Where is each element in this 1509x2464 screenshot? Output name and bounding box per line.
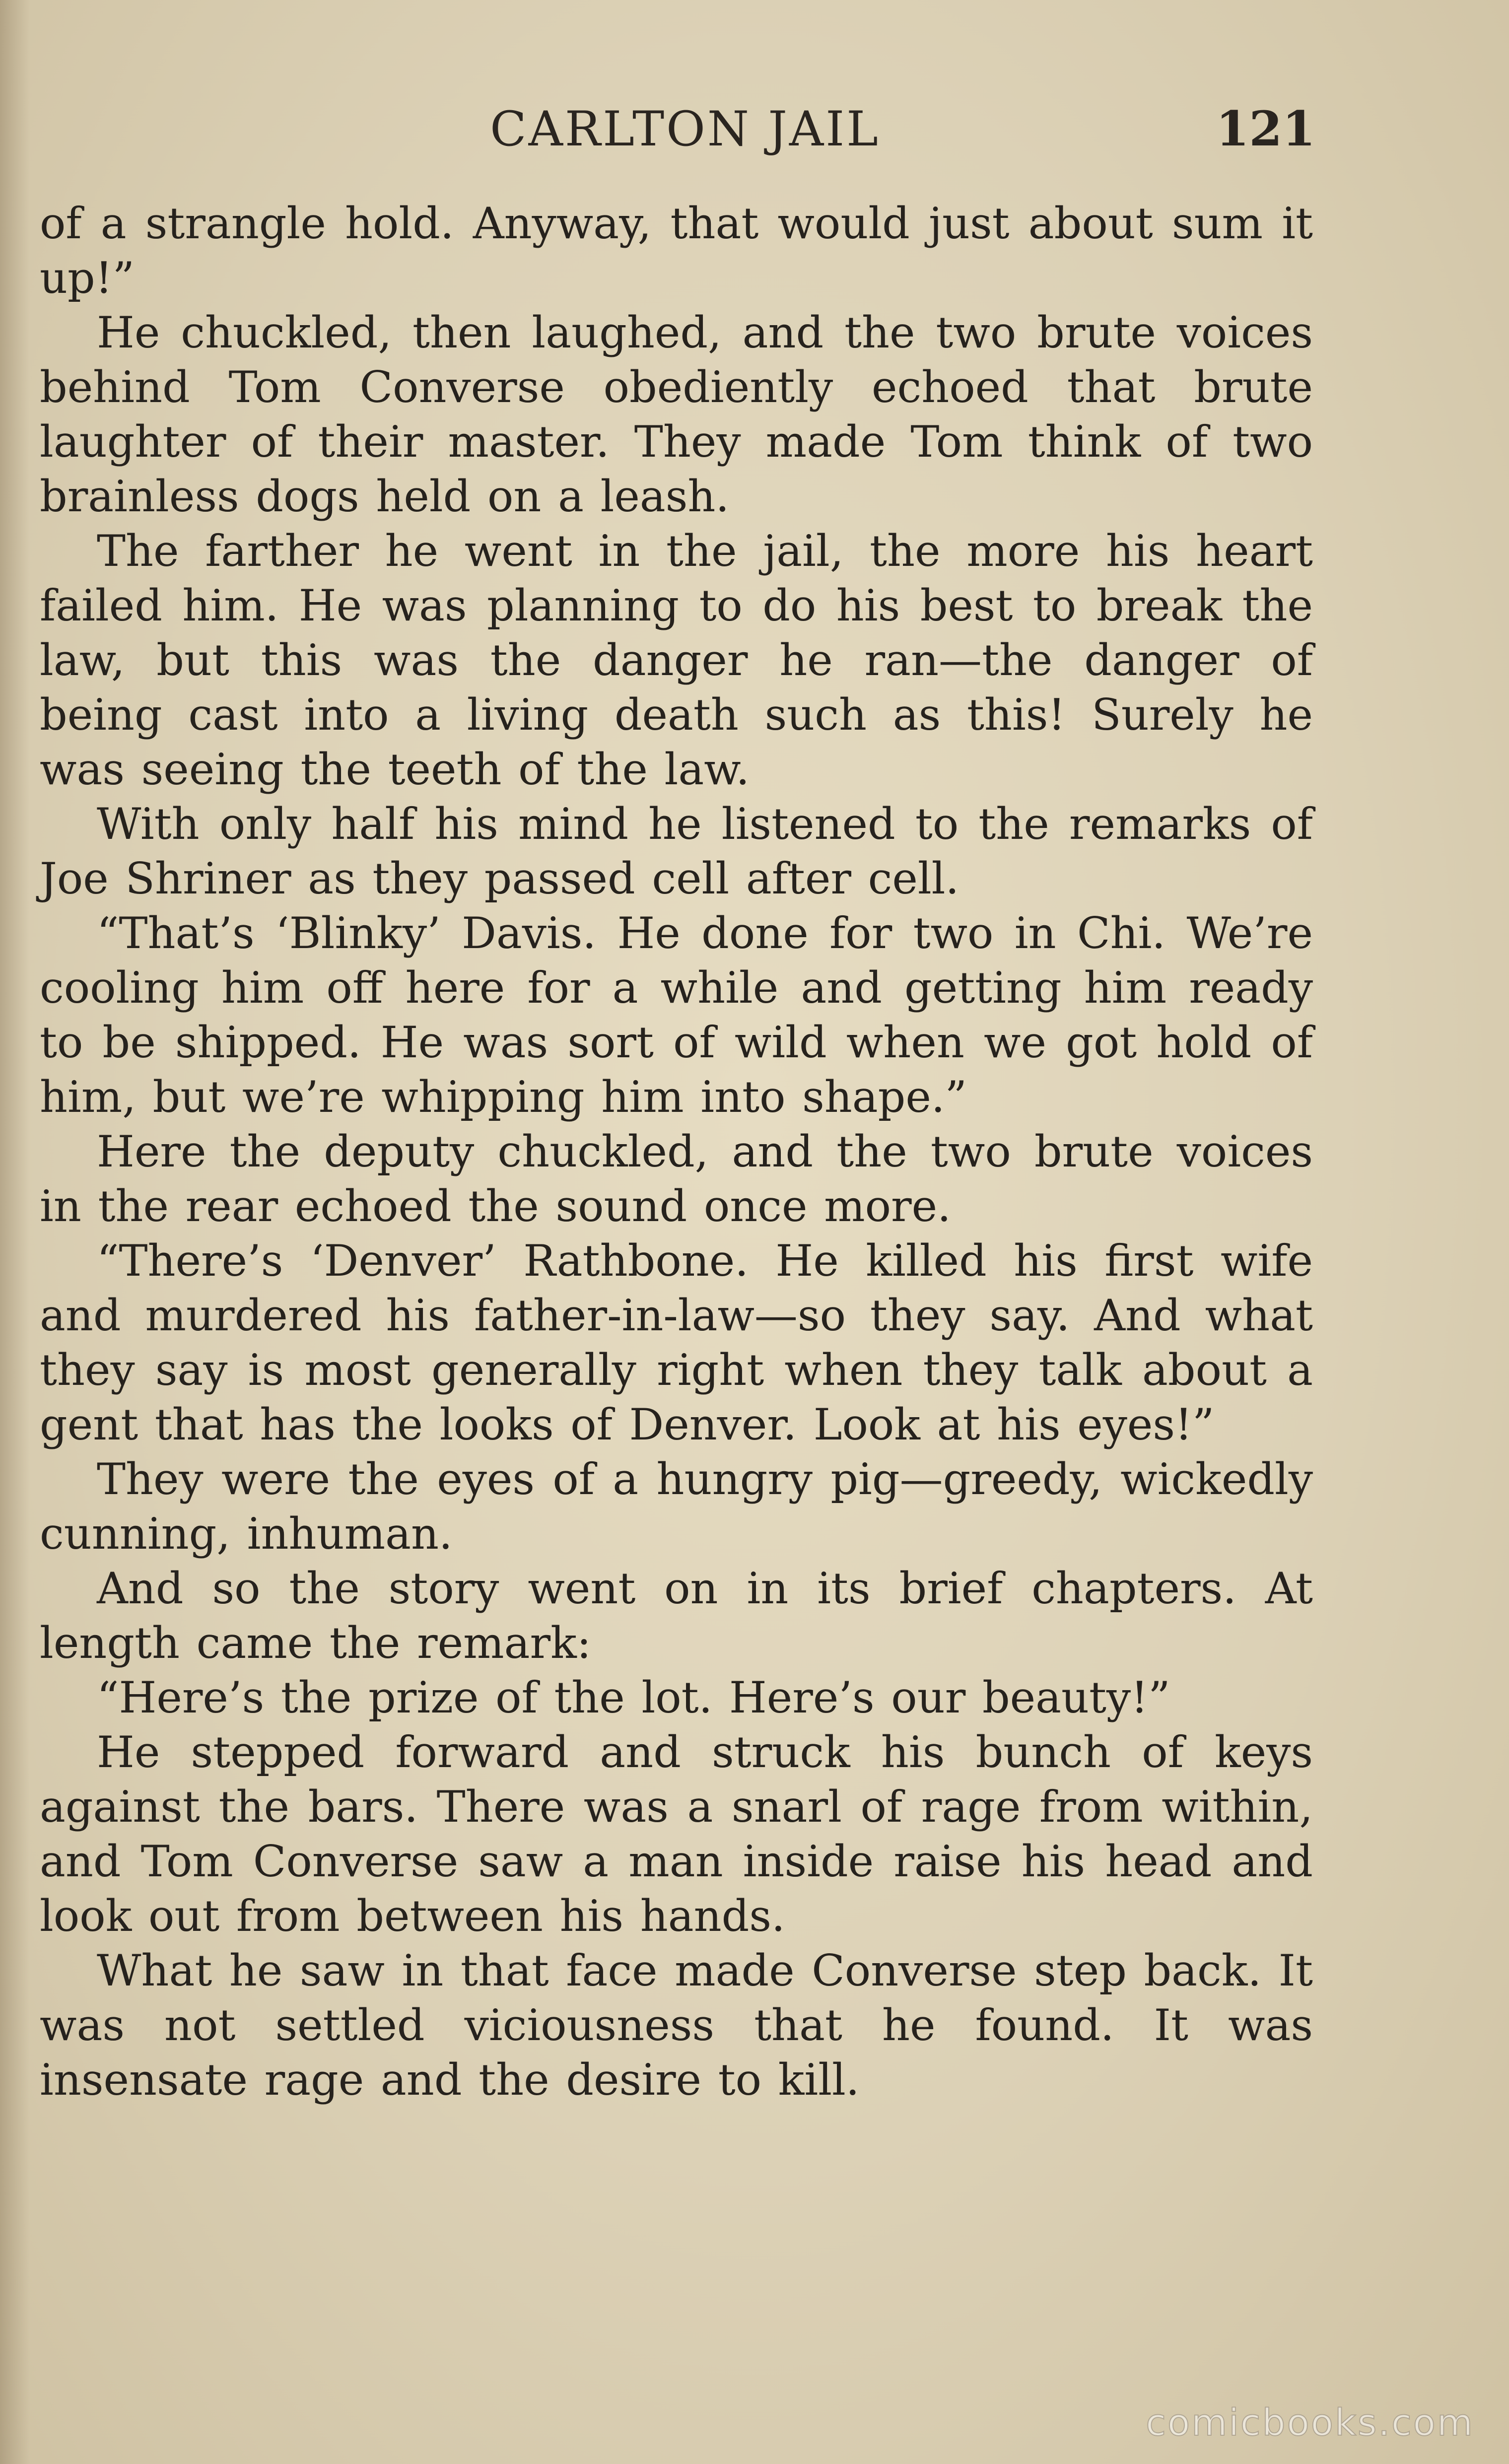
paragraph: Here the deputy chuckled, and the two brute voices in the rear echoed the sound once more. <box>40 1126 1313 1232</box>
paragraph: With only half his mind he listened to the remarks of Joe Shriner as they passed cell after cell. <box>40 799 1313 904</box>
body-text <box>40 196 1313 2107</box>
watermark: comicbooks.com <box>1146 2401 1474 2444</box>
paragraph: He chuckled, then laughed, and the two brute voices behind Tom Converse obediently echoed that brute laughter of their master. They made Tom think of two brainless dogs held on a leash. <box>40 307 1313 522</box>
paragraph: They were the eyes of a hungry pig—greedy, wickedly cunning, inhuman. <box>40 1454 1313 1559</box>
paragraph: The farther he went in the jail, the more his heart failed him. He was planning to do his best to break the law, but this was the danger he ran—the danger of being cast into a living death such as this! Surely he was seeing the teeth of the law. <box>40 526 1313 795</box>
paragraph: What he saw in that face made Converse step back. It was not settled viciousness that he found. It was insensate rage and the desire to kill. <box>40 1945 1313 2105</box>
paragraph: He stepped forward and struck his bunch of keys against the bars. There was a snarl of rage from within, and Tom Converse saw a man inside raise his head and look out from between his hands. <box>40 1727 1313 1941</box>
paragraph: “That’s ‘Blinky’ Davis. He done for two in Chi. We’re cooling him off here for a while and getting him ready to be shipped. He was sort of wild when we got hold of him, but we’re whipping him into shape.” <box>40 908 1313 1122</box>
running-head: CARLTON JAIL <box>490 101 880 157</box>
page-header <box>55 99 1315 159</box>
paragraph: And so the story went on in its brief chapters. At length came the remark: <box>40 1563 1313 1668</box>
paragraph: “Here’s the prize of the lot. Here’s our beauty!” <box>97 1672 1170 1723</box>
page-number: 121 <box>1216 101 1315 157</box>
paragraph-continued: of a strangle hold. Anyway, that would just about sum it up!” <box>40 198 1313 303</box>
paragraph: “There’s ‘Denver’ Rathbone. He killed his first wife and murdered his father-in-law—so they say. And what they say is most generally right when they talk about a gent that has the looks of Denver. Look at his eyes!” <box>40 1235 1313 1450</box>
gutter-shadow <box>0 0 30 2464</box>
